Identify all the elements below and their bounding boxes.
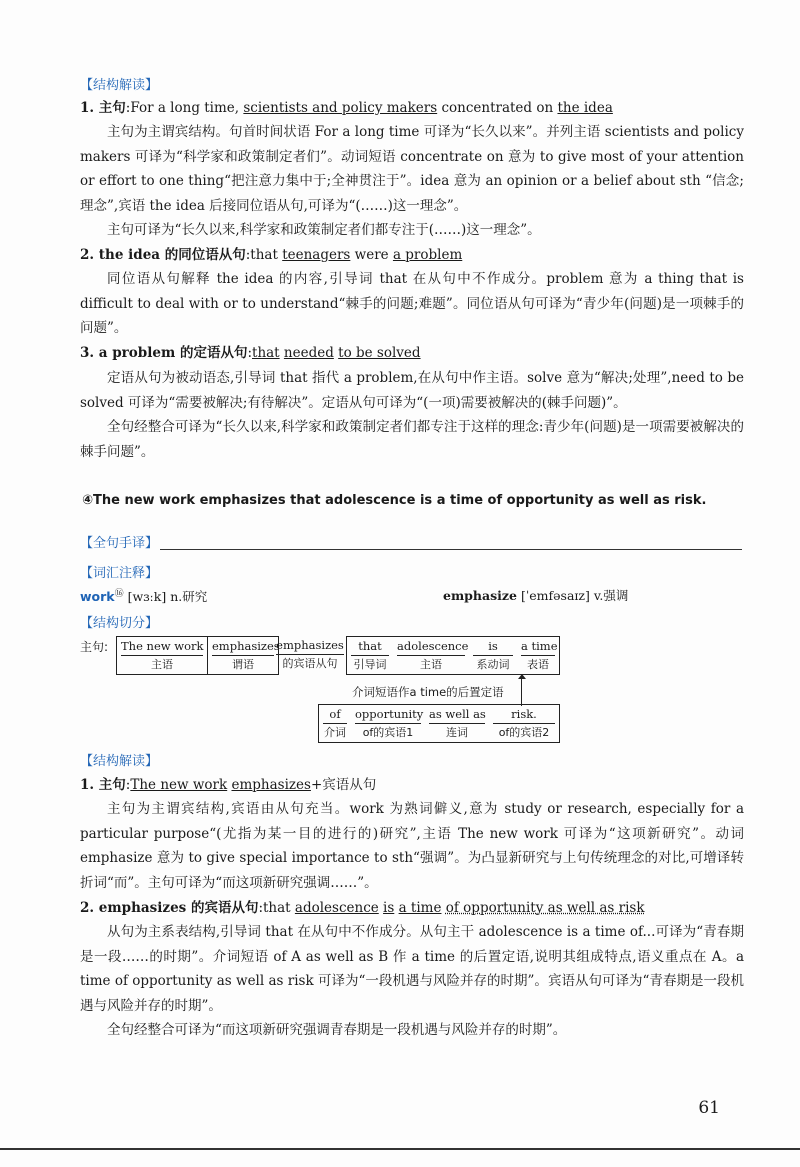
pronunciation: [wɜːk]: [127, 589, 167, 605]
underlined-word: emphasizes: [231, 777, 311, 793]
object-clause-box: [346, 636, 560, 675]
box-cell: [489, 705, 559, 742]
box-cell: [347, 637, 393, 674]
box-cell: [469, 637, 517, 674]
vocab-word: emphasize: [443, 588, 517, 603]
box-cell: [319, 705, 351, 742]
paragraph: 主句为主谓宾结构,宾语由从句充当。work 为熟词僻义,意为 study or research, especially for a particular purpose“(尤指为某一目的进行的)研究”,主语 The new work 可译为“这项新研究”。动词 emphasize 意为 to give special importance to sth“强调”。为凸显新研究与上句传统理念的对比,可增译转折词“而”。主句可译为“而这项新研究强调……”。: [80, 801, 744, 891]
text-fragment: :: [247, 345, 253, 361]
underlined-word: is: [383, 900, 395, 916]
vocab-word: work: [80, 589, 115, 605]
prep-phrase-box: [318, 704, 560, 743]
paragraph: 主句为主谓宾结构。句首时间状语 For a long time 可译为“长久以来”。并列主语 scientists and policy makers 可译为“科学家和政策制定者们”。动词短语 concentrate on 意为 to give most of your attention or effort to one thing“把注意力集中于;全神贯注于”。idea 意为 an opinion or a belief about sth “信念;理念”,宾语 the idea 后接同位语从句,可译为“(……)这一理念”。: [80, 124, 744, 214]
cell-role: of的宾语2: [498, 726, 550, 739]
box-cell: [393, 637, 469, 674]
subject-underline: scientists and policy makers: [243, 100, 438, 116]
translation-heading: 【全句手译】: [80, 536, 159, 551]
object-clause-label: 2. emphasizes 的宾语从句: [80, 900, 259, 916]
cell-english: of: [323, 705, 347, 724]
underlined-word: needed: [283, 345, 334, 361]
section-heading-structure-2: 【结构解读】: [80, 754, 159, 769]
text-fragment: :: [125, 777, 131, 793]
box-cell: [517, 637, 559, 674]
main-clause-line-2: [80, 773, 744, 798]
arrow-up-icon: [518, 674, 526, 679]
paragraph: 从句为主系表结构,引导词 that 在从句中不作成分。从句主干 adolescence is a time of...可译为“青春期是一段……的时期”。介词短语 of A as well as B 作 a time 的后置定语,说明其组成特点,语义重点在 A。a time of opportunity as well as risk 可译为“一段机遇与风险并存的时期”。宾语从句可译为“青春期是一段机遇与风险并存的时期”。: [80, 924, 744, 1014]
underlined-word: to be solved: [338, 345, 421, 361]
cell-english: The new work: [121, 637, 203, 656]
box-cell: [351, 705, 425, 742]
underlined-word: a problem: [392, 247, 463, 263]
paragraph: 全句经整合可译为“长久以来,科学家和政策制定者们都专注于这样的理念:青少年(问题)是一项需要被解决的棘手问题”。: [80, 419, 744, 460]
tag-bottom: 的宾语从句: [282, 657, 338, 670]
cell-role: of的宾语1: [362, 726, 414, 739]
text-fragment: :that: [245, 247, 283, 263]
sentence-four: ④The new work emphasizes that adolescence is a time of opportunity as well as risk.: [82, 493, 707, 508]
postmodifier-label: 介词短语作a time的后置定语: [352, 685, 504, 699]
paragraph: 全句经整合可译为“而这项新研究强调青春期是一段机遇与风险并存的时期”。: [107, 1022, 567, 1038]
footer-rule: [0, 1148, 800, 1150]
cell-english: a time: [521, 637, 555, 656]
object-clause-tag: [276, 636, 344, 673]
box-cell: [207, 637, 278, 674]
vocab-entry-emphasize: [443, 586, 628, 604]
main-clause-label: 1. 主句: [80, 777, 126, 793]
attributive-clause-line: [80, 341, 744, 366]
main-clause-tag: 主句:: [80, 640, 109, 654]
underlined-word: of opportunity as well as risk: [445, 900, 645, 916]
paragraph: 同位语从句解释 the idea 的内容,引导词 that 在从句中不作成分。problem 意为 a thing that is difficult to deal with or to understand“棘手的问题;难题”。同位语从句可译为“青少年(问题)是一项棘手的问题”。: [80, 271, 744, 336]
cell-english: opportunity: [355, 705, 421, 724]
cell-english: emphasizes: [212, 637, 274, 656]
main-clause-line: [80, 96, 744, 121]
cell-role: 系动词: [476, 658, 510, 671]
underlined-word: teenagers: [282, 247, 351, 263]
cell-role: 引导词: [353, 658, 387, 671]
paragraph: 定语从句为被动语态,引导词 that 指代 a problem,在从句中作主语。solve 意为“解决;处理”,need to be solved 可译为“需要被解决;有待解决”。定语从句可译为“(一项)需要被解决的(棘手问题)”。: [80, 370, 744, 411]
part-of-speech: n.研究: [170, 589, 208, 605]
underlined-word: a time: [398, 900, 442, 916]
cell-english: is: [473, 637, 513, 656]
object-underline: the idea: [557, 100, 613, 116]
frequency-mark: ⑯: [114, 589, 124, 599]
part-of-speech: v.强调: [593, 588, 629, 603]
box-cell: [117, 637, 207, 674]
appositive-label: 2. the idea 的同位语从句: [80, 247, 246, 263]
cell-english: adolescence: [397, 637, 465, 656]
page-number: 61: [698, 1098, 720, 1118]
tag-top: emphasizes: [276, 636, 344, 655]
text-fragment: were: [350, 247, 393, 263]
connector-line: [521, 676, 522, 706]
cell-role: 连词: [446, 726, 468, 739]
box-cell: [425, 705, 489, 742]
cell-role: 表语: [527, 658, 549, 671]
pronunciation: [ˈemfəsaɪz]: [520, 588, 590, 603]
text-fragment: :For a long time,: [125, 100, 244, 116]
underlined-word: adolescence: [294, 900, 379, 916]
cell-role: 介词: [324, 726, 346, 739]
underlined-word: that: [252, 345, 280, 361]
cell-english: that: [351, 637, 389, 656]
text-fragment: +宾语从句: [310, 777, 377, 793]
cell-english: as well as: [429, 705, 485, 724]
vocab-heading: 【词汇注释】: [80, 566, 159, 581]
main-clause-box: [116, 636, 279, 675]
cell-role: 主语: [420, 658, 442, 671]
main-clause-label: 1. 主句: [80, 100, 126, 116]
vocab-entry-work: [80, 586, 207, 605]
paragraph: 主句可译为“长久以来,科学家和政策制定者们都专注于(……)这一理念”。: [107, 222, 541, 238]
cell-role: 主语: [151, 658, 173, 671]
cell-english: risk.: [493, 705, 555, 724]
underlined-word: The new work: [130, 777, 228, 793]
appositive-clause-line: [80, 243, 744, 268]
text-fragment: :that: [258, 900, 295, 916]
cell-role: 谓语: [232, 658, 254, 671]
structure-heading: 【结构切分】: [80, 616, 159, 631]
section-heading-structure: 【结构解读】: [80, 78, 159, 93]
text-fragment: concentrated on: [437, 100, 558, 116]
translation-answer-line[interactable]: [160, 549, 742, 550]
object-clause-line: [80, 896, 744, 921]
attributive-label: 3. a problem 的定语从句: [80, 345, 248, 361]
